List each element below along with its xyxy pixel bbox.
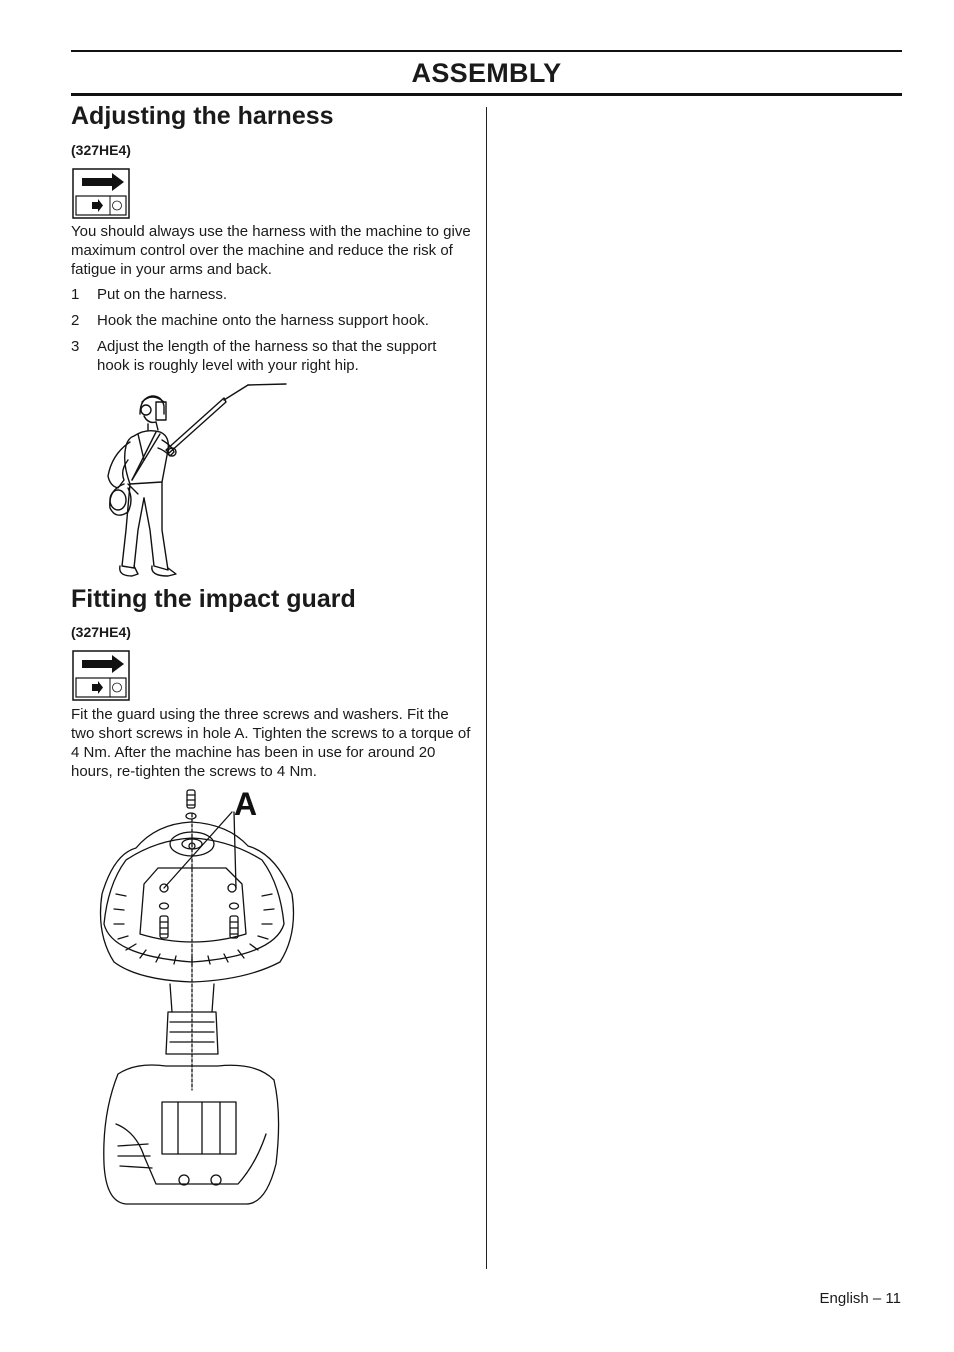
step-text: Put on the harness. xyxy=(97,286,228,303)
header-rule-bottom xyxy=(71,93,902,96)
figure-label-a: A xyxy=(234,786,258,822)
step-number: 1 xyxy=(71,286,80,303)
header-rule-top xyxy=(71,50,902,52)
model-label: (327HE4) xyxy=(71,142,131,158)
heading-fitting-impact-guard: Fitting the impact guard xyxy=(71,585,356,613)
model-label: (327HE4) xyxy=(71,624,131,640)
list-item xyxy=(71,312,471,331)
list-item xyxy=(71,338,471,375)
step-text: Adjust the length of the harness so that the support hook is roughly level with your right hip. xyxy=(97,338,437,374)
impact-guard-intro-text: Fit the guard using the three screws and washers. Fit the two short screws in hole A. Tighten the screws to a torque of 4 Nm. After the machine has been in use for around 20 hours, re-tighten the screws to 4 Nm. xyxy=(71,706,471,780)
step-text: Hook the machine onto the harness support hook. xyxy=(97,312,429,329)
step-number: 3 xyxy=(71,338,80,355)
arrow-read-instructions-icon xyxy=(72,168,130,219)
arrow-read-instructions-icon xyxy=(72,650,130,701)
person-wearing-harness-illustration xyxy=(98,380,290,580)
impact-guard-assembly-illustration xyxy=(96,784,296,1214)
harness-intro-text: You should always use the harness with the machine to give maximum control over the machine and reduce the risk of fatigue in your arms and back. xyxy=(71,223,471,278)
step-number: 2 xyxy=(71,312,80,329)
section-title: ASSEMBLY xyxy=(411,58,562,88)
column-divider xyxy=(486,107,487,1269)
page-footer: English – 11 xyxy=(819,1290,901,1307)
list-item xyxy=(71,286,471,305)
heading-adjusting-harness: Adjusting the harness xyxy=(71,102,334,130)
